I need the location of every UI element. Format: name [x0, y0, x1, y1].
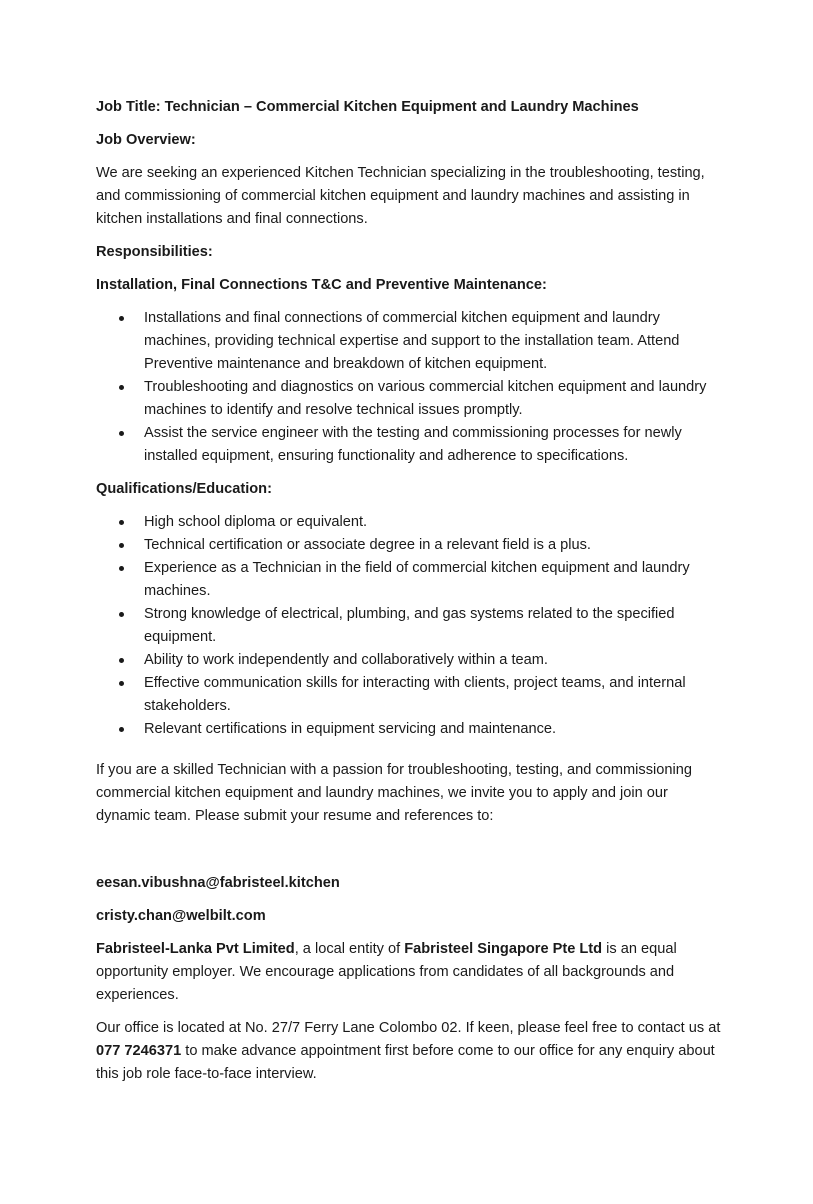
- overview-heading: Job Overview:: [96, 132, 196, 148]
- office-paragraph: [96, 1017, 726, 1086]
- document-body: [96, 96, 726, 1086]
- job-title: Job Title: Technician – Commercial Kitchen Equipment and Laundry Machines: [96, 99, 639, 115]
- qualifications-heading: Qualifications/Education:: [96, 481, 272, 497]
- responsibilities-heading: Responsibilities:: [96, 244, 213, 260]
- phone-number[interactable]: 077 7246371: [96, 1043, 182, 1059]
- responsibilities-subheading: Installation, Final Connections T&C and Preventive Maintenance:: [96, 277, 547, 293]
- employer-text-2: is an equal opportunity employer. We encourage applications from candidates of all backgrounds and experiences.: [96, 941, 677, 1003]
- qualifications-list: [96, 511, 726, 741]
- email-link-2[interactable]: cristy.chan@welbilt.com: [96, 908, 266, 924]
- list-item: Ability to work independently and collaboratively within a team.: [144, 649, 726, 672]
- company-local-name: Fabristeel-Lanka Pvt Limited: [96, 941, 295, 957]
- list-item: Relevant certifications in equipment servicing and maintenance.: [144, 718, 726, 741]
- company-parent-name: Fabristeel Singapore Pte Ltd: [404, 941, 603, 957]
- list-item: Effective communication skills for interacting with clients, project teams, and internal stakeholders.: [144, 672, 726, 718]
- responsibilities-list: [96, 307, 726, 468]
- office-text-2: to make advance appointment first before come to our office for any enquiry about this job role face-to-face interview.: [96, 1043, 715, 1082]
- list-item: High school diploma or equivalent.: [144, 511, 726, 534]
- list-item: Troubleshooting and diagnostics on various commercial kitchen equipment and laundry machines to identify and resolve technical issues promptly.: [144, 376, 726, 422]
- office-text-1: Our office is located at No. 27/7 Ferry Lane Colombo 02. If keen, please feel free to contact us at: [96, 1020, 721, 1036]
- list-item: Experience as a Technician in the field of commercial kitchen equipment and laundry machines.: [144, 557, 726, 603]
- list-item: Assist the service engineer with the testing and commissioning processes for newly installed equipment, ensuring functionality and adherence to specifications.: [144, 422, 726, 468]
- employer-text-1: , a local entity of: [294, 941, 405, 957]
- closing-paragraph: If you are a skilled Technician with a passion for troubleshooting, testing, and commissioning commercial kitchen equipment and laundry machines, we invite you to apply and join our dynamic team. Please submit your resume and references to:: [96, 762, 692, 824]
- email-link-1[interactable]: eesan.vibushna@fabristeel.kitchen: [96, 875, 340, 891]
- list-item: Technical certification or associate degree in a relevant field is a plus.: [144, 534, 726, 557]
- list-item: Strong knowledge of electrical, plumbing, and gas systems related to the specified equipment.: [144, 603, 726, 649]
- employer-paragraph: [96, 938, 726, 1007]
- blank-line: [96, 828, 726, 862]
- list-item: Installations and final connections of commercial kitchen equipment and laundry machines, providing technical expertise and support to the installation team. Attend Preventive maintenance and breakdown of kitchen equipment.: [144, 307, 726, 376]
- overview-text: We are seeking an experienced Kitchen Technician specializing in the troubleshooting, testing, and commissioning of commercial kitchen equipment and laundry machines and assisting in kitchen installations and final connections.: [96, 165, 705, 227]
